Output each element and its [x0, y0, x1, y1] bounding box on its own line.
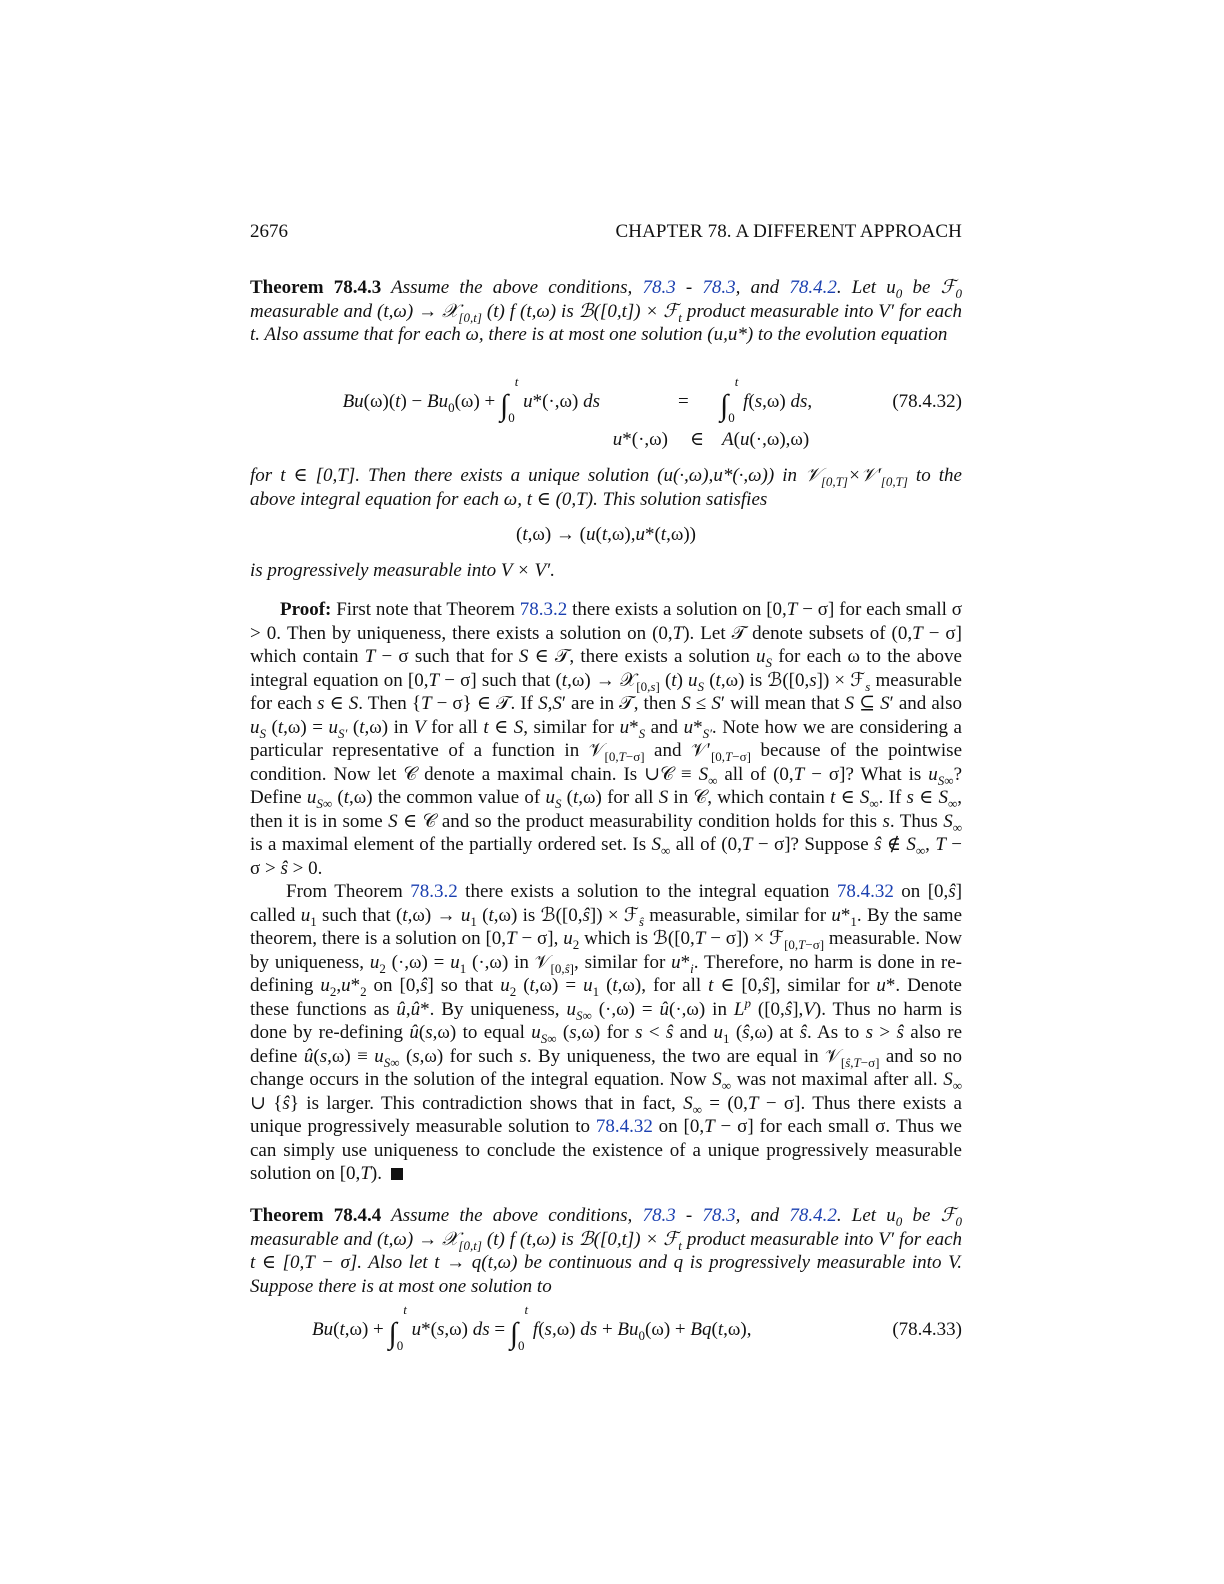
equation-78-4-32: $Bu(\omega)(t) - Bu_0(\omega) + \int_0^t$ u*(·,ω) ds = $\int_0^t$ f(s,ω) ds, (78.4.32) u*(·,ω) ∈ A(u(·,ω),ω) [342, 373, 962, 450]
ref-link[interactable]: 78.4.32 [595, 1116, 653, 1137]
ref-link[interactable]: 78.3.2 [519, 599, 568, 620]
theorem-continuation: for t ∈ [0,T]. Then there exists a unique solution (u(·,ω),u*(·,ω)) in $𝒱_{[0,T]}\times 𝒱'_{[0,T]}$ to the above integral equation for each ω, t ∈ (0,T). This solution satisfies (t,ω) → (u(t,ω),u*(t,ω)) is progressively measurable into V × V′. [250, 465, 962, 581]
proof-paragraph-2: From Theorem 78.3.2 there exists a solution to the integral equation 78.4.32 on [0,ŝ] called $u_1$ such that $(t,\omega) \to u_1$ (t,ω) is ℬ([0,ŝ]) × ℱ$_ŝ$ measurable, similar for $u*_1$. By the same theorem, there is a solution on [0,T − σ], $u_2$ which is ℬ([0,T − σ]) × ℱ$_{[0,T-\sigma]}$ measurable. Now by uniqueness, $u_2$ $(\cdot,\omega) = u_1$ (·,ω) in 𝒱$_{[0,ŝ]}$, similar for $u*_i$. Therefore, no harm is done in re-defining $u_2,u*_2$ on [0,ŝ] so that $u_2$ $(t,\omega) = u_1$ (t,ω), for all t ∈ [0,ŝ], similar for u*. Denote these functions as û,û*. By uniqueness, $u_{S\infty}$ (·,ω) = û(·,ω) in $L^p$ ([0,ŝ],V). Thus no harm is done by re-defining û(s,ω) to equal $u_{S\infty}$ (s,ω) for s < ŝ and $u_1$ (ŝ,ω) at ŝ. As to s > ŝ also re define û(s,ω) ≡ $u_{S\infty}$ (s,ω) for such s. By uniqueness, the two are equal in 𝒱$_{[ŝ,T-\sigma]}$ and so no change occurs in the solution of the integral equation. Now $S_\infty$ was not maximal after all. $S_\infty$ ∪ {ŝ} is larger. This contradiction shows that in fact, $S_\infty = (0,T - \sigma]$. Thus there exists a unique progressively measurable solution to 78.4.32 on [0,T − σ] for each small σ. Thus we can simply use uniqueness to conclude the existence of a unique progressively measurable solution on [0,T). [250, 881, 963, 1184]
running-header [250, 220, 962, 246]
ref-link[interactable]: 78.3.2 [410, 881, 458, 902]
qed-square-icon [391, 1168, 403, 1180]
theorem-78-4-4 [250, 1204, 962, 1298]
equation-number: (78.4.33) [892, 1319, 962, 1340]
equation-78-4-33: $Bu(t,\omega) + \int_0^t$ u*(s,ω) ds = $\int_0^t$ f(s,ω) ds + $Bu_0(\omega) + Bq(t,\omega)$, (78.4.33) [312, 1301, 962, 1353]
theorem-statement: Theorem 78.4.3 Assume the above conditions, 78.3 - 78.3, and 78.4.2. Let $u_0$ be ℱ$_0$ measurable and (t,ω) → 𝒳$_{[0,t]}$ (t) f (t,ω) is ℬ([0,t]) × ℱ$_t$ product measurable into V′ for each t. Also assume that for each ω, there is at most one solution (u,u*) to the evolution equation [250, 277, 963, 345]
display-formula: (t,ω) → (u(t,ω),u*(t,ω)) [515, 524, 696, 545]
proof [250, 598, 962, 1186]
ref-link[interactable]: 78.3 [642, 1205, 676, 1226]
ref-link[interactable]: 78.3 [642, 277, 676, 298]
theorem-78-4-3 [250, 276, 962, 347]
ref-link[interactable]: 78.3 [702, 1205, 736, 1226]
page-number: 2676 [250, 221, 288, 242]
proof-paragraph-1: Proof: First note that Theorem 78.3.2 there exists a solution on [0,T − σ] for each small σ > 0. Then by uniqueness, there exists a solution on (0,T). Let 𝒯 denote subsets of (0,T − σ] which contain T − σ such that for S ∈ 𝒯, there exists a solution $u_S$ for each ω to the above integral equation on [0,T − σ] such that (t,ω) → 𝒳$_{[0,s]}$ (t) $u_S$ (t,ω) is ℬ([0,s]) × ℱ$_s$ measurable for each s ∈ S. Then {T − σ} ∈ 𝒯. If S,S′ are in 𝒯, then S ≤ S′ will mean that S ⊆ S′ and also $u_S$ $(t,\omega) = u_{S'}$ (t,ω) in V for all t ∈ S, similar for $u*_S$ and $u*_{S'}$. Note how we are considering a particular representative of a function in 𝒱$_{[0,T-\sigma]}$ and $𝒱'_{[0,T-\sigma]}$ because of the pointwise condition. Now let 𝒞 denote a maximal chain. Is ∪𝒞 ≡ $S_\infty$ all of (0,T − σ]? What is $u_{S\infty}$? Define $u_{S\infty}$ (t,ω) the common value of $u_S$ (t,ω) for all S in 𝒞, which contain t ∈ $S_\infty$. If s ∈ $S_\infty$, then it is in some S ∈ 𝒞 and so the product measurability condition holds for this s. Thus $S_\infty$ is a maximal element of the partially ordered set. Is $S_\infty$ all of (0,T − σ]? Suppose ŝ ∉ $S_\infty$, T − σ > ŝ > 0. [250, 599, 962, 879]
ref-link[interactable]: 78.4.2 [789, 1205, 837, 1226]
ref-link[interactable]: 78.3 [702, 277, 736, 298]
theorem-label: Theorem 78.4.4 [250, 1205, 382, 1226]
ref-link[interactable]: 78.4.2 [789, 277, 837, 298]
chapter-title: CHAPTER 78. A DIFFERENT APPROACH [615, 221, 962, 242]
ref-link[interactable]: 78.4.32 [836, 881, 894, 902]
theorem-label: Theorem 78.4.3 [250, 277, 382, 298]
theorem-statement: Theorem 78.4.4 Assume the above conditions, 78.3 - 78.3, and 78.4.2. Let $u_0$ be ℱ$_0$ measurable and (t,ω) → 𝒳$_{[0,t]}$ (t) f (t,ω) is ℬ([0,t]) × ℱ$_t$ product measurable into V′ for each t ∈ [0,T − σ]. Also let t → q(t,ω) be continuous and q is progressively measurable into V. Suppose there is at most one solution to [250, 1205, 963, 1297]
equation-number: (78.4.32) [892, 391, 962, 412]
proof-label: Proof: [280, 599, 332, 620]
